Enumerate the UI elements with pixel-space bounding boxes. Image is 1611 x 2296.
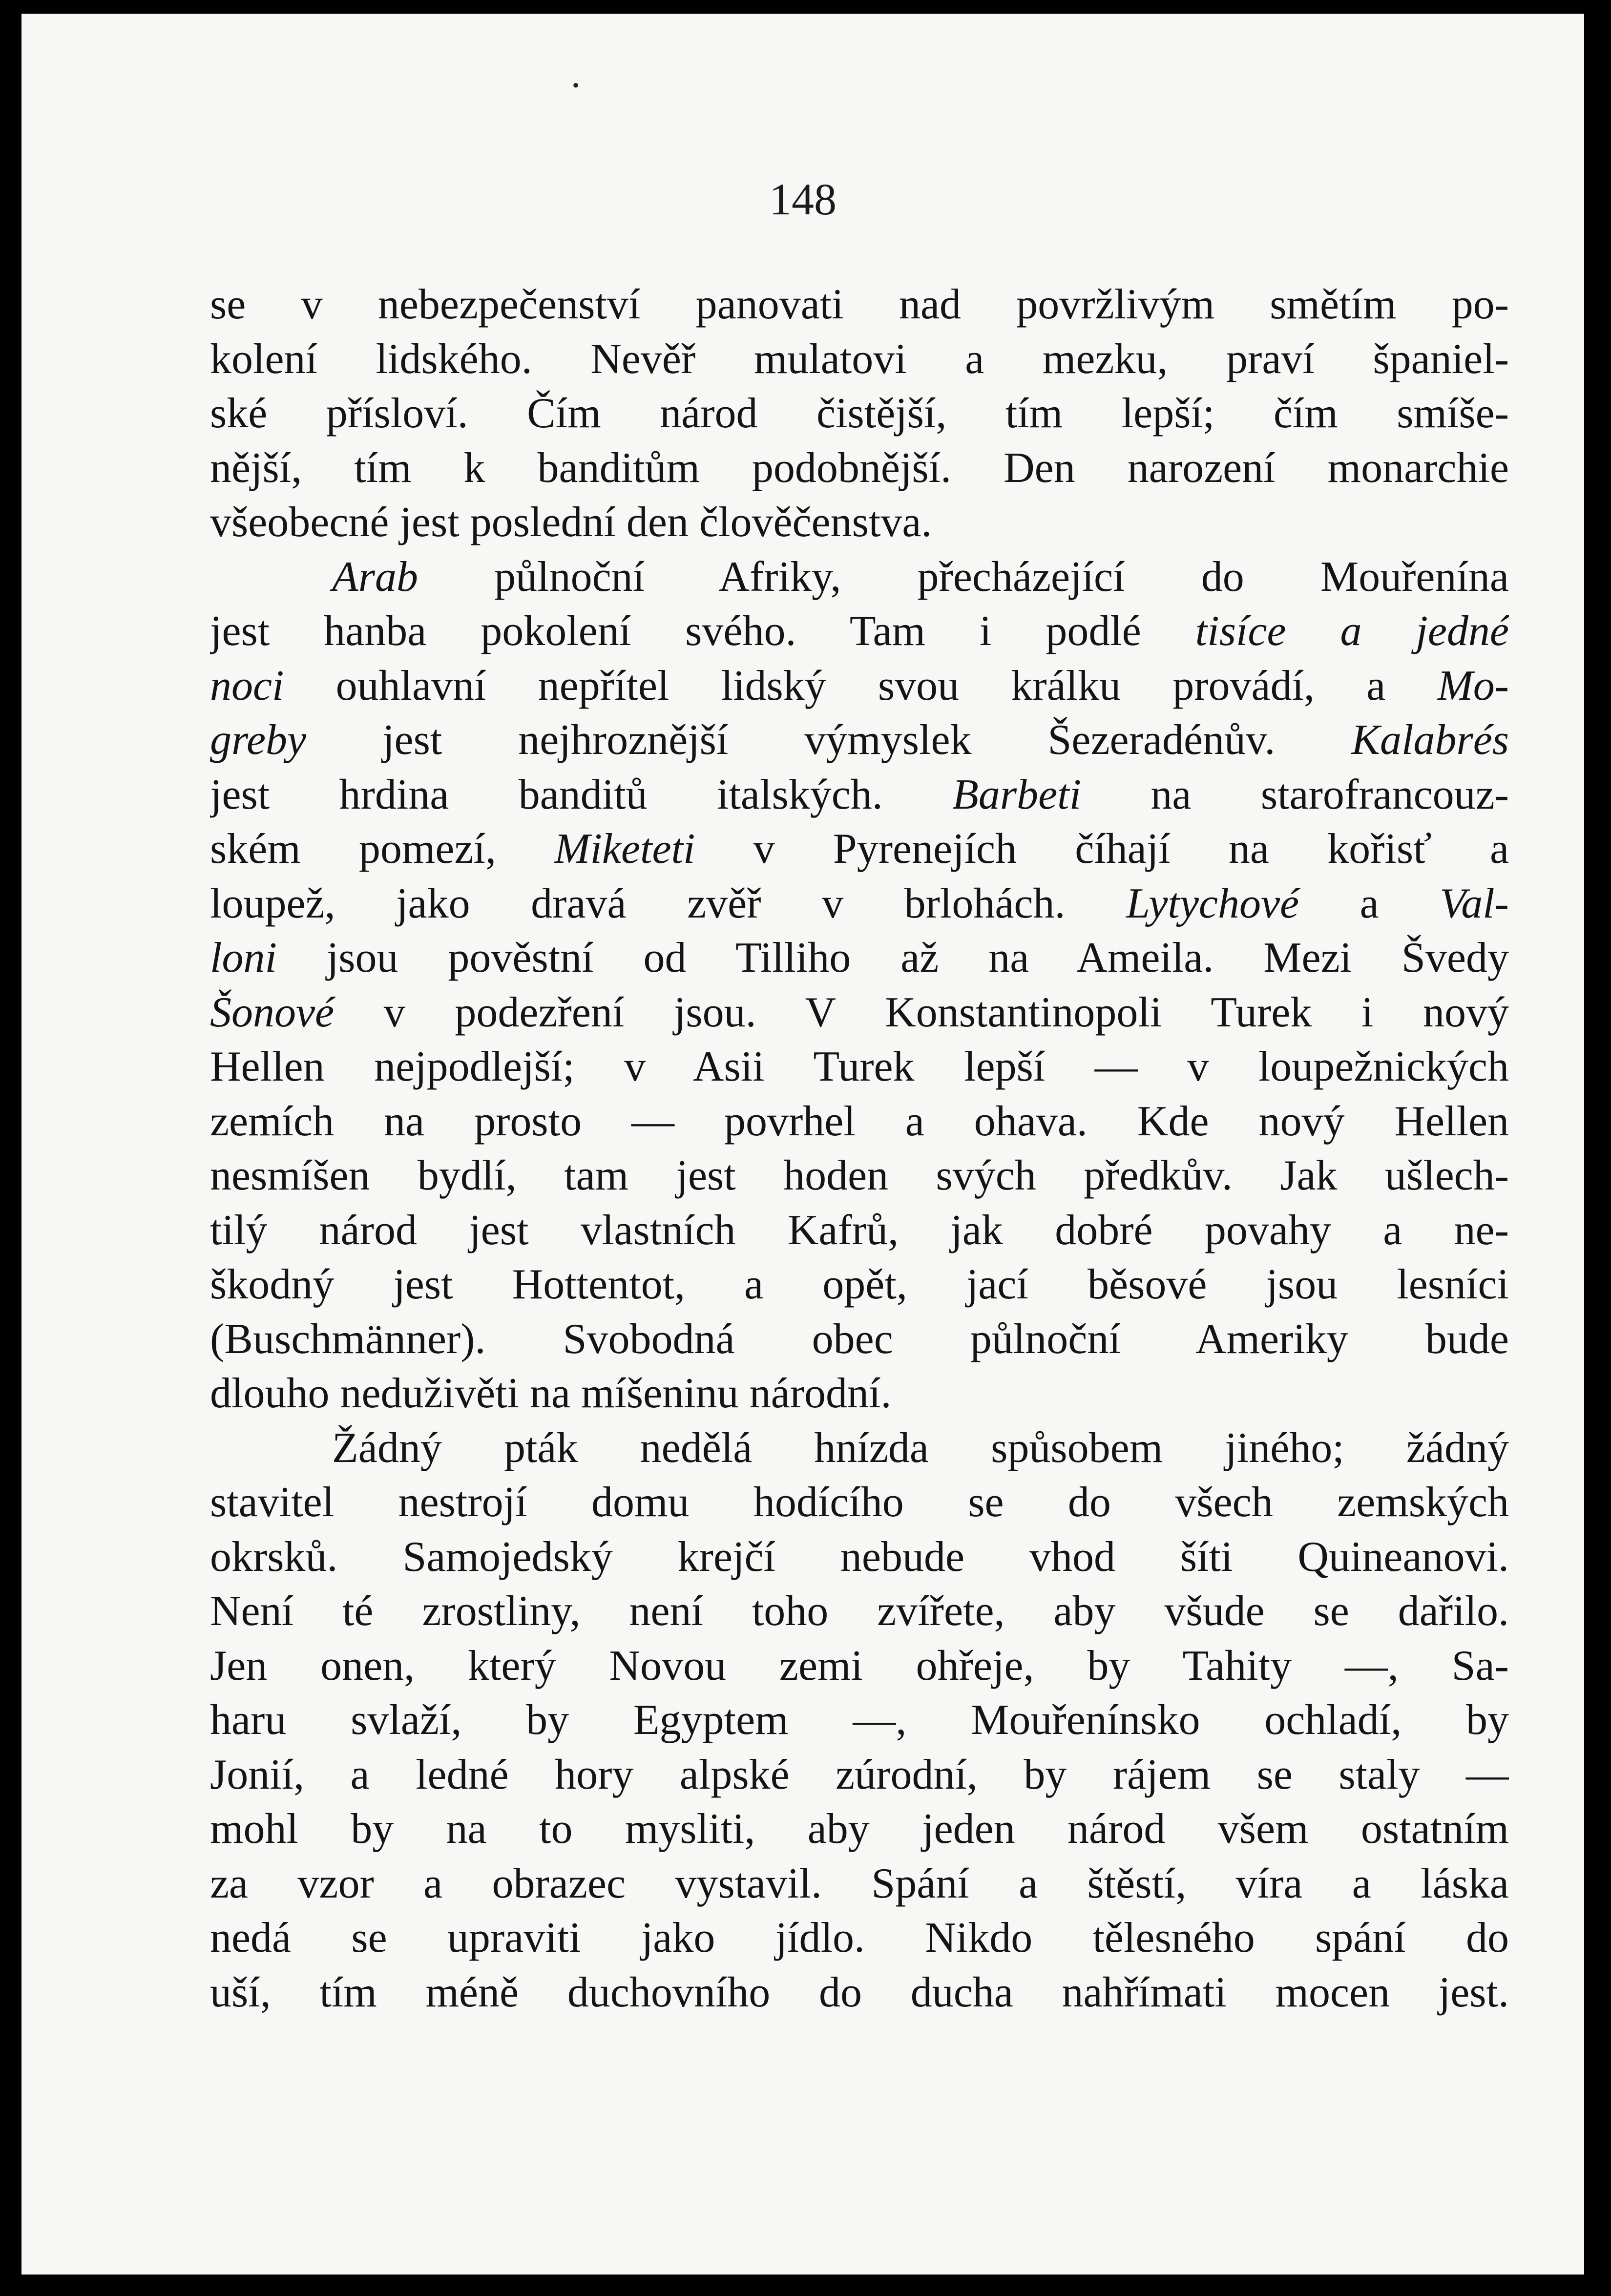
text-line xyxy=(210,768,1509,822)
text-segment: ském pomezí, xyxy=(210,825,555,873)
text-line: Není té zrostliny, není toho zvířete, aby všude se dařilo. xyxy=(210,1587,1509,1635)
italic-term: loni xyxy=(210,934,277,981)
text-line xyxy=(210,550,1509,605)
text-line: všeobecné jest poslední den člověčenstva. xyxy=(210,499,932,546)
text-line: se v nebezpečenství panovati nad povržlivým smětím po- xyxy=(210,281,1509,328)
text-line: uší, tím méně duchovního do ducha nahřímati mocen jest. xyxy=(210,1968,1509,2016)
text-line: (Buschmänner). Svobodná obec půlnoční Ameriky bude xyxy=(210,1315,1509,1363)
text-line: Jonií, a ledné hory alpské zúrodní, by rájem se staly — xyxy=(210,1751,1509,1798)
text-line: stavitel nestrojí domu hodícího se do všech zemských xyxy=(210,1479,1509,1526)
text-line xyxy=(210,659,1509,713)
text-line: kolení lidského. Nevěř mulatovi a mezku, praví španiel- xyxy=(210,335,1509,383)
text-segment: ouhlavní nepřítel lidský svou králku provádí, a xyxy=(284,662,1438,710)
italic-term: Šonové xyxy=(210,988,335,1036)
italic-term: noci xyxy=(210,662,284,710)
italic-term: Mo- xyxy=(1437,662,1509,710)
text-line: okrsků. Samojedský krejčí nebude vhod šíti Quineanovi. xyxy=(210,1533,1509,1581)
text-line: zemích na prosto — povrhel a ohava. Kde nový Hellen xyxy=(210,1097,1509,1145)
text-line: dlouho neduživěti na míšeninu národní. xyxy=(210,1370,892,1417)
text-line: Žádný pták nedělá hnízda spůsobem jiného; žádný xyxy=(332,1424,1509,1472)
text-line: nější, tím k banditům podobnější. Den narození monarchie xyxy=(210,444,1509,492)
text-line: za vzor a obrazec vystavil. Spání a štěstí, víra a láska xyxy=(210,1859,1509,1907)
text-segment: jest hrdina banditů italských. xyxy=(210,771,953,818)
italic-term: tisíce a jedné xyxy=(1195,607,1509,655)
italic-term: Miketeti xyxy=(554,825,695,873)
text-line: ské přísloví. Čím národ čistější, tím lepší; čím smíše- xyxy=(210,390,1509,437)
text-line xyxy=(210,604,1509,659)
text-line xyxy=(210,713,1509,768)
text-segment: jest hanba pokolení svého. Tam i podlé xyxy=(210,607,1195,655)
body-text xyxy=(210,277,1509,2020)
text-line xyxy=(210,985,1509,1040)
text-segment: v Pyrenejích číhají na kořisť a xyxy=(695,825,1509,873)
italic-term: greby xyxy=(210,716,307,764)
page-number: 148 xyxy=(769,174,837,224)
text-line: mohl by na to mysliti, aby jeden národ všem ostatním xyxy=(210,1805,1509,1853)
italic-term: Lytychové xyxy=(1126,879,1299,927)
text-segment: jsou pověstní od Tilliho až na Ameila. Mezi Švedy xyxy=(276,934,1509,981)
text-line: Jen onen, který Novou zemi ohřeje, by Tahity —, Sa- xyxy=(210,1642,1509,1690)
text-line: nedá se upraviti jako jídlo. Nikdo tělesného spání do xyxy=(210,1914,1509,1962)
italic-term: Kalabrés xyxy=(1351,716,1509,764)
text-segment: jest nejhroznější výmyslek Šezeradénův. xyxy=(306,716,1352,764)
italic-term: Arab xyxy=(332,553,418,601)
book-page xyxy=(21,14,1584,2275)
text-line: haru svlaží, by Egyptem —, Mouřenínsko ochladí, by xyxy=(210,1696,1509,1744)
italic-term: Val- xyxy=(1440,879,1509,927)
text-line xyxy=(210,877,1509,931)
italic-term: Barbeti xyxy=(952,771,1082,818)
text-line: škodný jest Hottentot, a opět, jací běsové jsou lesníci xyxy=(210,1261,1509,1308)
text-line: nesmíšen bydlí, tam jest hoden svých předkův. Jak ušlech- xyxy=(210,1152,1509,1199)
text-line xyxy=(210,931,1509,985)
text-segment: půlnoční Afriky, přecházející do Mouřenína xyxy=(418,553,1509,601)
text-segment: loupež, jako dravá zvěř v brlohách. xyxy=(210,879,1127,927)
text-line: tilý národ jest vlastních Kafrů, jak dobré povahy a ne- xyxy=(210,1206,1509,1254)
text-segment: v podezření jsou. V Konstantinopoli Turek i nový xyxy=(334,988,1509,1036)
text-segment: na starofrancouz- xyxy=(1081,771,1509,818)
text-line: Hellen nejpodlejší; v Asii Turek lepší — v loupežnických xyxy=(210,1043,1509,1090)
text-segment: a xyxy=(1299,879,1440,927)
text-line xyxy=(210,822,1509,877)
page-mark: • xyxy=(572,74,580,96)
